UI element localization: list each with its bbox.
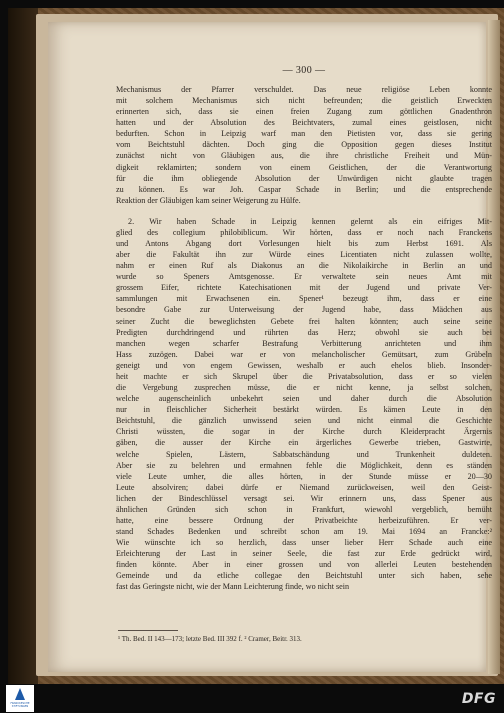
text-line: aber die Fakultät ihn zur Würde eines Licentiaten nicht zulassen wollte, (116, 250, 492, 260)
text-line: Christi wüssten, die sogar in der Kirche durch Kleiderpracht Ärgernis (116, 427, 492, 437)
text-line: Aber sie zu belehren und ermahnen fehle die Möglichkeit, denn es ständen (116, 460, 492, 470)
text-line: welche augenscheinlich unbekehrt seien und daher durch die Absolution (116, 394, 492, 404)
footnote: ¹ Th. Bed. II 143—173; letzte Bed. III 392 f. ² Cramer, Beitr. 313. (118, 635, 302, 643)
text-line: heit machte er sich Skrupel über die Privatabsolution, dass er so vielen (116, 371, 492, 381)
text-line: grossem Eifer, richtete Katechisationen mit der Jugend und private Ver- (116, 283, 492, 293)
bottom-bar (0, 684, 504, 713)
text-line: finden könnte. Aber in einer grossen und von allerlei Leuten bestehenden (116, 560, 492, 570)
text-line: welche Spielen, Lästern, Sabbatschändung und Trunkenheit duldeten. (116, 449, 492, 459)
text-line: hatte, eine bessere Ordnung der Privatbeichte herbeizuführen. Er ver- (116, 515, 492, 525)
text-line: Wie wünschte ich so herzlich, dass unser lieber Herr Schade auch eine (116, 538, 492, 548)
dfg-logo: DFG (461, 691, 496, 707)
franckesche-stiftungen-logo (6, 685, 34, 712)
text-line: sammlungen mit Erwachsenen ein. Spener¹ bezeugt ihm, dass er eine (116, 294, 492, 304)
text-line: digkeit reklamirten; sondern von einem Geistlichen, der die Verantwortung (116, 162, 492, 172)
text-line: Beichtstuhl, die gänzlich unwissend seien und nicht einmal die Geschichte (116, 416, 492, 426)
text-line: für die ihm obliegende Absolution der Unwürdigen nicht glaubte tragen (116, 173, 492, 183)
text-line: Erleichterung der Last in seiner Seele, die fast zur Erde gedrückt wird, (116, 549, 492, 559)
text-line: Gemeinde und da etliche collegae den Beichtstuhl unter sich haben, sehe (116, 571, 492, 581)
text-line: gäben, die ausser der Kirche ein ärgerliches Gewerbe trieben, Gastwirte, (116, 438, 492, 448)
footnote-rule (118, 630, 178, 631)
text-line: besondre Gabe zur Unterweisung der Jugend habe, dass Mädchen aus (116, 305, 492, 315)
text-line: wurde so Speners Amtsgenosse. Er verwaltete sein neues Amt mit (116, 272, 492, 282)
paragraph-gap (116, 206, 492, 216)
text-line: die Vergebung zusprechen müsse, die er nicht kenne, ja selbst solchen, (116, 383, 492, 393)
text-line: mit solchem Mechanismus sich nicht befreunden; die geistlich Erweckten (116, 96, 492, 106)
text-line: erinnerten sich, dass sie einen freien Zugang zum göttlichen Gnadenthron (116, 107, 492, 117)
text-line: Leute absolviren; dabei dürfe er Niemand zurückweisen, weil den Geist- (116, 482, 492, 492)
text-line: manchen wegen scharfer Bestrafung Verbitterung anrichteten und ihm (116, 338, 492, 348)
text-line: Hass zuzögen. Dabei war er von melancholischer Gemütsart, zum Grübeln (116, 349, 492, 359)
text-line: fast das Geringste nicht, wie der Mann Leichterung finde, wo nicht sein (116, 582, 350, 592)
text-line: lichen der Bindeschlüssel versagt sei. Wir erinnern uns, dass Spener aus (116, 493, 492, 503)
text-line: nahm er einen Ruf als Diakonus an die Nikolaikirche in Berlin an und (116, 261, 492, 271)
text-line: ähnlichen Gründen sich schon in Frankfurt, wiewohl vergeblich, bemüht (116, 504, 492, 514)
page-number: — 300 — (282, 65, 326, 76)
text-line: Mechanismus der Pfarrer verschuldet. Das neue religiöse Leben konnte (116, 85, 492, 94)
text-line: glied des collegium philobiblicum. Wir hörten, dass er noch nach Franckens (116, 227, 492, 237)
text-line: Predigten durchdringend und rührten das Herz; obwohl sie auch bei (116, 327, 492, 337)
text-line: stand Schades Bedenken und schreibt schon am 19. Mai 1694 an Francke:² (116, 527, 492, 537)
text-line: nur in fleischlicher Sicherheit bestärkt würden. Es kämen Leute in den (116, 405, 492, 415)
text-line: viele Leute umher, die alles hörten, in der Stunde müsse er 20—30 (116, 471, 492, 481)
text-line: und Antons Abgang dort Vorlesungen hielt bis zum Herbst 1691. Als (116, 239, 492, 249)
text-line: geneigt und von engem Gewissen, weshalb er auch ehelos blieb. Insonder- (116, 360, 492, 370)
book-spine (8, 8, 38, 684)
text-line: hatten und der Absolution des Beichtvaters, zumal eines geistlosen, nicht (116, 118, 492, 128)
body-text (116, 84, 492, 593)
logo-caption: FRANCKESCHE STIFTUNGEN (10, 702, 30, 708)
text-line: 2. Wir haben Schade in Leipzig kennen gelernt als ein eifriges Mit- (128, 216, 492, 226)
text-line: Reaktion der Gläubigen kam seiner Weigerung zu Hülfe. (116, 195, 301, 205)
text-line: bedurften. Schon in Leipzig warf man den Pietisten vor, dass sie gering (116, 129, 492, 139)
text-line: seiner Zucht die beweglichsten Gebete frei halten könnten; auch seine seine (116, 316, 492, 326)
logo-mark-icon (15, 688, 25, 700)
text-line: zunächst nicht von Gläubigen aus, die ihre christliche Freiheit und Mün- (116, 151, 492, 161)
text-line: vom Beichtstuhl dächten. Doch ging die Opposition gegen dieses Institut (116, 140, 492, 150)
text-line: zu können. Es war Joh. Caspar Schade in Berlin; und die entsprechende (116, 184, 492, 194)
